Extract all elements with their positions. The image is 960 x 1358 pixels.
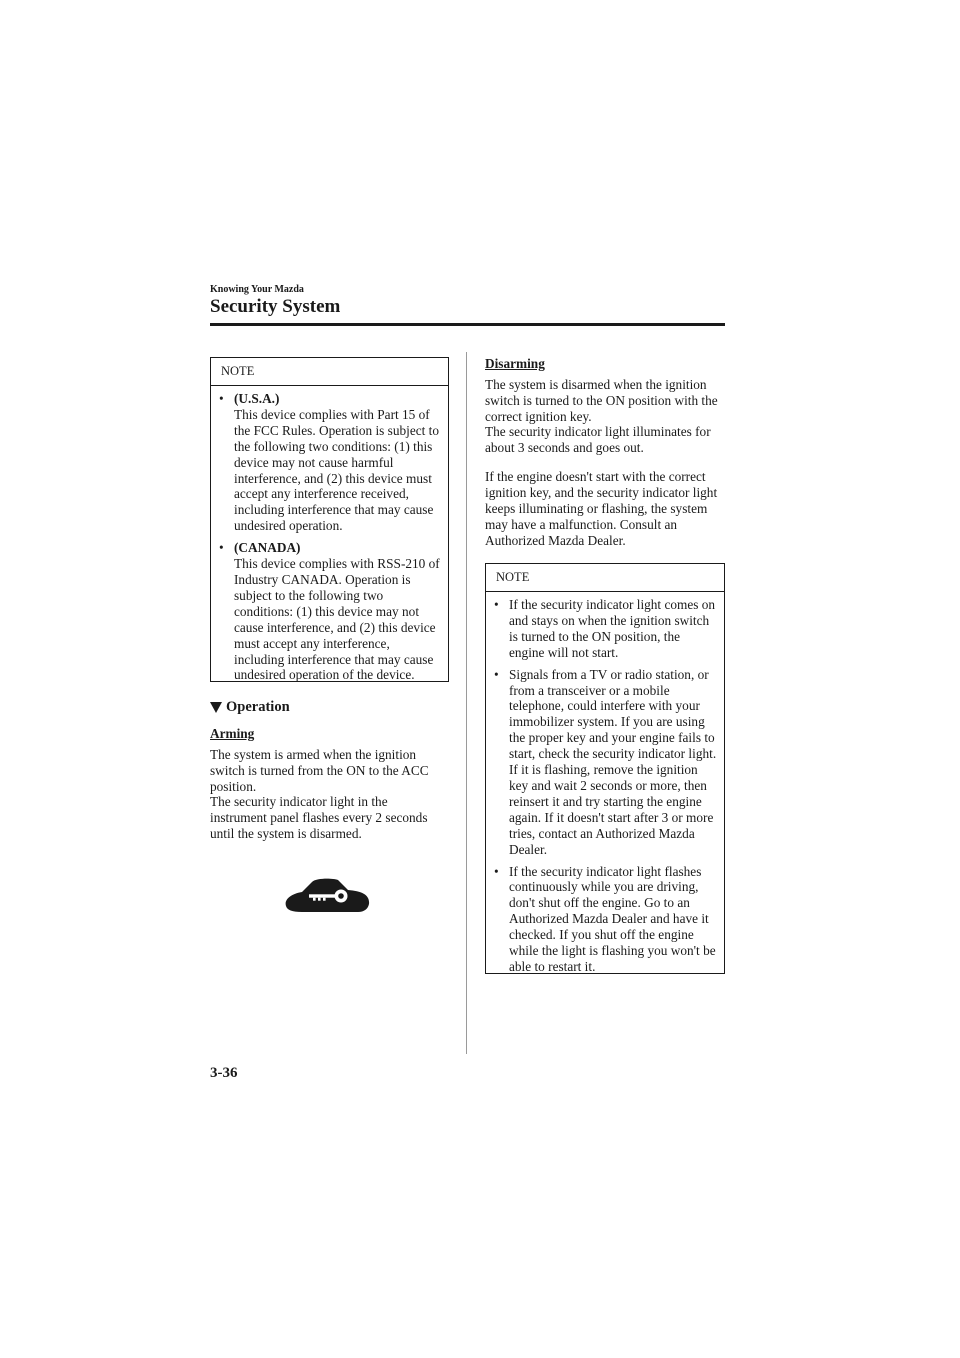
note-item-text: If the security indicator light comes on and stays on when the ignition switch is turned to the ON position, the engine will not start. bbox=[509, 597, 716, 660]
bullet: • bbox=[219, 540, 224, 556]
note-item-usa bbox=[217, 391, 442, 534]
security-indicator-car-key-icon bbox=[282, 876, 372, 918]
bullet: • bbox=[494, 863, 499, 879]
note-item-heading: (CANADA) bbox=[234, 540, 301, 556]
column-divider bbox=[466, 352, 467, 1054]
chapter-label: Knowing Your Mazda bbox=[210, 284, 304, 295]
bullet: • bbox=[494, 597, 499, 612]
bullet: • bbox=[219, 391, 224, 406]
note-body bbox=[486, 592, 724, 979]
note-item-text: If the security indicator light flashes continuously while you are driving, don't shut off the engine. Go to an Authorized Mazda Dealer and have it checked. If you shut off the engine while the light is flashing you won't be able to restart it. bbox=[509, 863, 716, 974]
title-rule bbox=[210, 323, 725, 326]
note-item-text: This device complies with RSS-210 of Industry CANADA. Operation is subject to the following two conditions: (1) this device may not cause interference, and (2) this device must accept any interference, including interference that may cause undesired operation of the device. bbox=[234, 556, 440, 683]
note-item bbox=[492, 667, 718, 858]
page-title: Security System bbox=[210, 296, 341, 317]
arming-heading: Arming bbox=[210, 726, 255, 741]
right-note-box bbox=[485, 563, 725, 974]
note-body bbox=[211, 386, 448, 687]
triangle-down-icon bbox=[210, 702, 222, 713]
disarming-paragraph-3: If the engine doesn't start with the correct ignition key, and the security indicator light keeps illuminating or flashing, the system may have a malfunction. Consult an Authorized Mazda Dealer. bbox=[485, 469, 718, 548]
note-item-canada bbox=[217, 540, 442, 683]
operation-heading-text: Operation bbox=[226, 699, 290, 715]
bullet: • bbox=[494, 666, 499, 682]
note-item-text: This device complies with Part 15 of the FCC Rules. Operation is subject to the following two conditions: (1) this device may not cause harmful interference, and (2) this device must accept any interference received, including interference that may cause undesired operation. bbox=[234, 406, 439, 534]
note-item-text: Signals from a TV or radio station, or from a transceiver or a mobile telephone, could interfere with your immobilizer system. If you are using the proper key and your engine fails to start, check the security indicator light. If it is flashing, remove the ignition key and wait 2 seconds or more, then reinsert it and try starting the engine again. If it doesn't start after 3 or more tries, contact an Authorized Mazda Dealer. bbox=[509, 666, 717, 857]
note-item bbox=[492, 864, 718, 975]
arming-paragraph-1: The system is armed when the ignition switch is turned from the ON to the ACC position. bbox=[210, 747, 429, 794]
arming-paragraph-2: The security indicator light in the instrument panel flashes every 2 seconds until the system is disarmed. bbox=[210, 794, 428, 841]
operation-heading bbox=[210, 699, 290, 716]
note-label: NOTE bbox=[486, 564, 724, 592]
note-label: NOTE bbox=[211, 358, 448, 386]
note-item-heading: (U.S.A.) bbox=[234, 391, 280, 406]
disarming-heading: Disarming bbox=[485, 356, 545, 371]
note-item bbox=[492, 597, 718, 661]
left-note-box bbox=[210, 357, 449, 682]
page-number: 3-36 bbox=[210, 1065, 238, 1081]
disarming-paragraph-2: The security indicator light illuminates for about 3 seconds and goes out. bbox=[485, 424, 711, 455]
disarming-paragraph-1: The system is disarmed when the ignition switch is turned to the ON position with the correct ignition key. bbox=[485, 377, 718, 424]
